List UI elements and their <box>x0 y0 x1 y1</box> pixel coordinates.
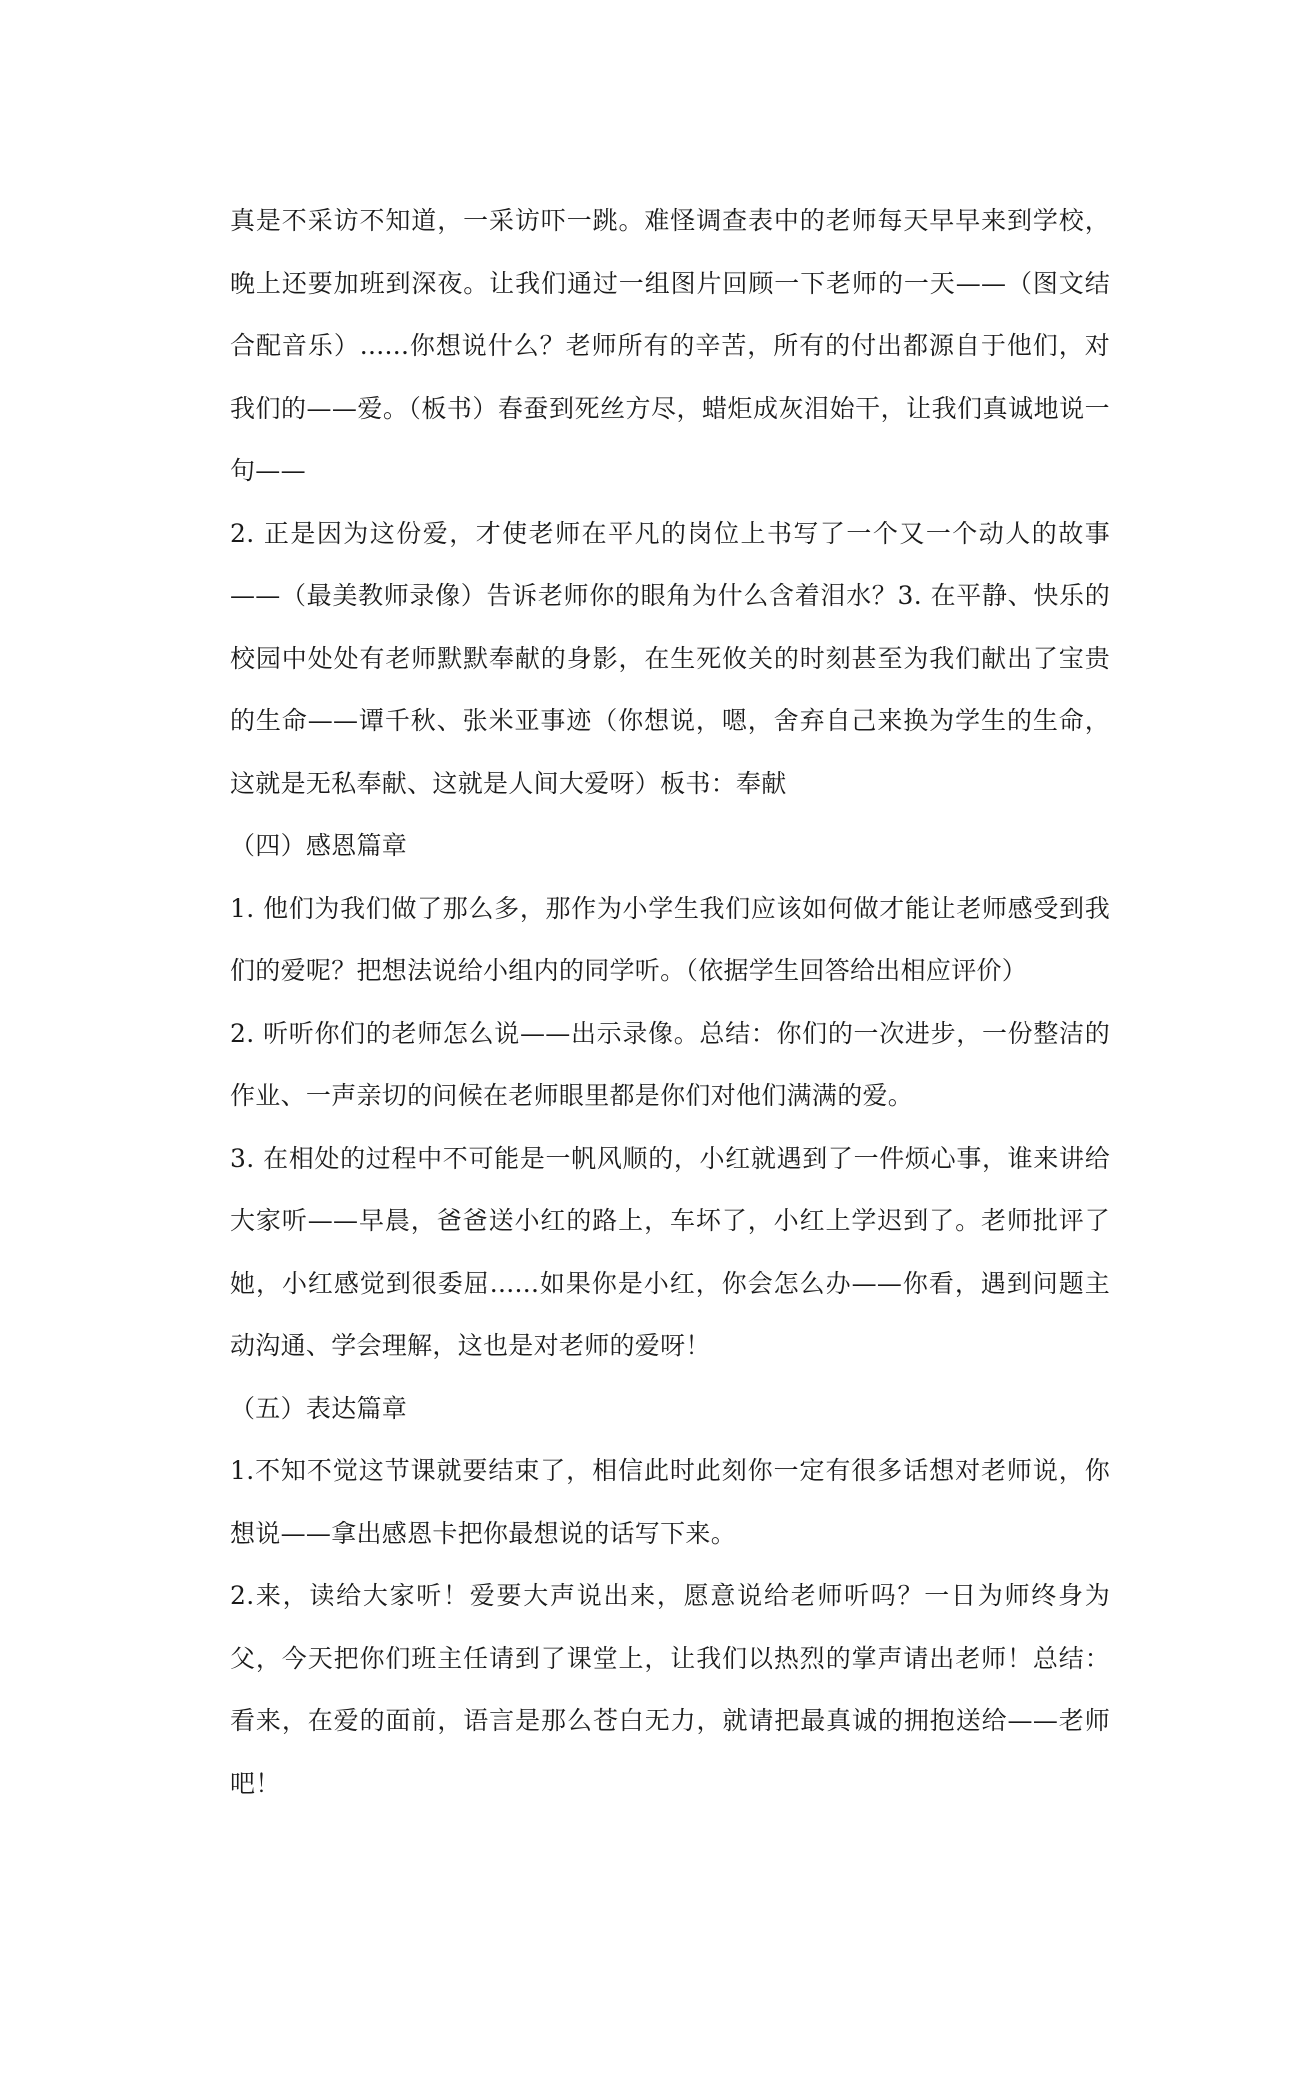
list-item: 1. 他们为我们做了那么多，那作为小学生我们应该如何做才能让老师感受到我们的爱呢？把想法说给小组内的同学听。（依据学生回答给出相应评价） <box>230 893 1110 985</box>
paragraph-stories: 2. 正是因为这份爱，才使老师在平凡的岗位上书写了一个又一个动人的故事——（最美教师录像）告诉老师你的眼角为什么含着泪水？3. 在平静、快乐的校园中处处有老师默默奉献的身影，在生死攸关的时刻甚至为我们献出了宝贵的生命——谭千秋、张米亚事迹（你想说，嗯，舍弃自己来换为学生的生命，这就是无私奉献、这就是人间大爱呀）板书：奉献 <box>230 518 1110 798</box>
paragraph-intro: 真是不采访不知道，一采访吓一跳。难怪调查表中的老师每天早早来到学校，晚上还要加班到深夜。让我们通过一组图片回顾一下老师的一天——（图文结合配音乐）......你想说什么？老师所有的辛苦，所有的付出都源自于他们，对我们的——爱。（板书）春蚕到死丝方尽，蜡炬成灰泪始干，让我们真诚地说一句—— <box>230 206 1110 485</box>
list-item: 3. 在相处的过程中不可能是一帆风顺的，小红就遇到了一件烦心事，谁来讲给大家听——早晨，爸爸送小红的路上，车坏了，小红上学迟到了。老师批评了她，小红感觉到很委屈......如果你是小红，你会怎么办——你看，遇到问题主动沟通、学会理解，这也是对老师的爱呀！ <box>230 1143 1110 1360</box>
list-item: 1.不知不觉这节课就要结束了，相信此时此刻你一定有很多话想对老师说，你想说——拿出感恩卡把你最想说的话写下来。 <box>230 1456 1110 1548</box>
list-item: 2. 听听你们的老师怎么说——出示录像。总结：你们的一次进步，一份整洁的作业、一声亲切的问候在老师眼里都是你们对他们满满的爱。 <box>230 1018 1110 1110</box>
section-heading-gratitude: （四）感恩篇章 <box>230 831 408 860</box>
section-heading-expression: （五）表达篇章 <box>230 1393 408 1423</box>
list-item: 2.来，读给大家听！爱要大声说出来，愿意说给老师听吗？一日为师终身为父，今天把你们班主任请到了课堂上，让我们以热烈的掌声请出老师！总结：看来，在爱的面前，语言是那么苍白无力，就请把最真诚的拥抱送给——老师吧！ <box>230 1581 1110 1798</box>
document-page <box>230 190 1110 1815</box>
